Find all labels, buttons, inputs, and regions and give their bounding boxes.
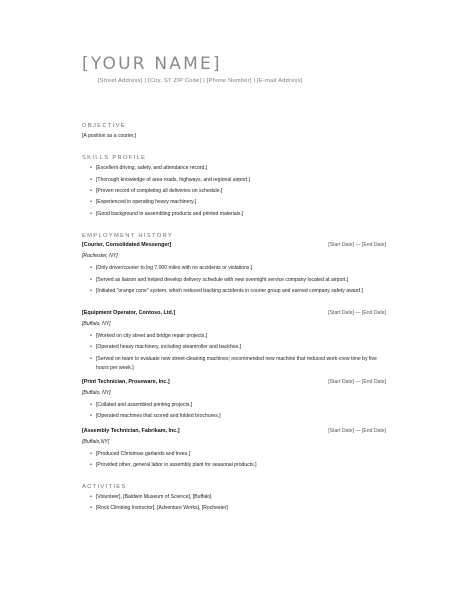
bullet: •	[90, 177, 92, 183]
job-duty: [Initiated "orange cone" system, which reduced backing accidents in courier group and earned company safety award.]	[96, 288, 363, 294]
job-location: [Buffalo, NY]	[82, 321, 111, 327]
bullet: •	[90, 199, 92, 205]
job-title: [Print Technician, Proseware, Inc.]	[82, 379, 170, 385]
bullet: •	[90, 451, 92, 457]
skill-item: [Proven record of completing all deliveries on schedule.]	[96, 188, 223, 194]
job-dates: [Start Date] — [End Date]	[328, 428, 386, 434]
bullet: •	[90, 188, 92, 194]
bullet: •	[90, 462, 92, 468]
job-title: [Assembly Technician, Fabrikam, Inc.]	[82, 428, 180, 434]
bullet: •	[90, 344, 92, 350]
bullet: •	[90, 356, 92, 362]
job-location: [Buffalo, NY]	[82, 390, 111, 396]
objective-heading: OBJECTIVE	[82, 123, 126, 129]
job-duty: [Operated heavy machinery, including steamroller and backhoe.]	[96, 344, 242, 350]
bullet: •	[90, 211, 92, 217]
skill-item: [Good background in assembling products and printed materials.]	[96, 211, 244, 217]
job-duty: [Collated and assembled printing projects.]	[96, 402, 193, 408]
job-location: [Rochester, NY]	[82, 253, 118, 259]
bullet: •	[90, 265, 92, 271]
job-dates: [Start Date] — [End Date]	[328, 242, 386, 248]
job-title: [Equipment Operator, Contoso, Ltd.]	[82, 310, 176, 316]
job-duty: [Served as liaison and helped develop delivery schedule with new overnight service company located at airport.]	[96, 277, 349, 283]
bullet: •	[90, 333, 92, 339]
skill-item: [Thorough knowledge of area roads, highways, and regional airport.]	[96, 177, 251, 183]
bullet: •	[90, 165, 92, 171]
skill-item: [Excellent driving, safety, and attendance record.]	[96, 165, 208, 171]
bullet: •	[90, 288, 92, 294]
activity-item: [Volunteer], [Baldwin Museum of Science], [Buffalo]	[96, 494, 212, 500]
skills-heading: SKILLS PROFILE	[82, 155, 147, 161]
job-dates: [Start Date] — [End Date]	[328, 379, 386, 385]
skill-item: [Experienced in operating heavy machinery.]	[96, 199, 197, 205]
activities-heading: ACTIVITIES	[82, 484, 127, 490]
job-duty: [Operated machines that scored and folded brochures.]	[96, 413, 221, 419]
objective-text: [A position as a courier.]	[82, 133, 137, 139]
job-title: [Courier, Consolidated Messenger]	[82, 242, 172, 248]
job-dates: [Start Date] — [End Date]	[328, 310, 386, 316]
resume-name: [YOUR NAME]	[82, 54, 222, 74]
bullet: •	[90, 494, 92, 500]
activity-item: [Rock Climbing Instructor], [Adventure Works], [Rochester]	[96, 505, 228, 511]
bullet: •	[90, 413, 92, 419]
job-location: [Buffalo,NY]	[82, 439, 110, 445]
employment-heading: EMPLOYMENT HISTORY	[82, 233, 174, 239]
contact-line: [Street Address] | [City, ST ZIP Code] | [Phone Number] | [E-mail Address]	[98, 78, 303, 84]
bullet: •	[90, 277, 92, 283]
bullet: •	[90, 505, 92, 511]
job-duty: [Only driver/courier to log 7,000 miles with no accidents or violations.]	[96, 265, 253, 271]
job-duty: [Served on team to evaluate new street-cleaning machines; recommended new machine that reduced work-crew time by five hours per week.]	[96, 356, 377, 371]
job-duty: [Worked on city street and bridge repair projects.]	[96, 333, 208, 339]
bullet: •	[90, 402, 92, 408]
job-duty: [Provided other, general labor in assembly plant for seasonal products.]	[96, 462, 257, 468]
job-duty: [Produced Christmas garlands and trees.]	[96, 451, 190, 457]
